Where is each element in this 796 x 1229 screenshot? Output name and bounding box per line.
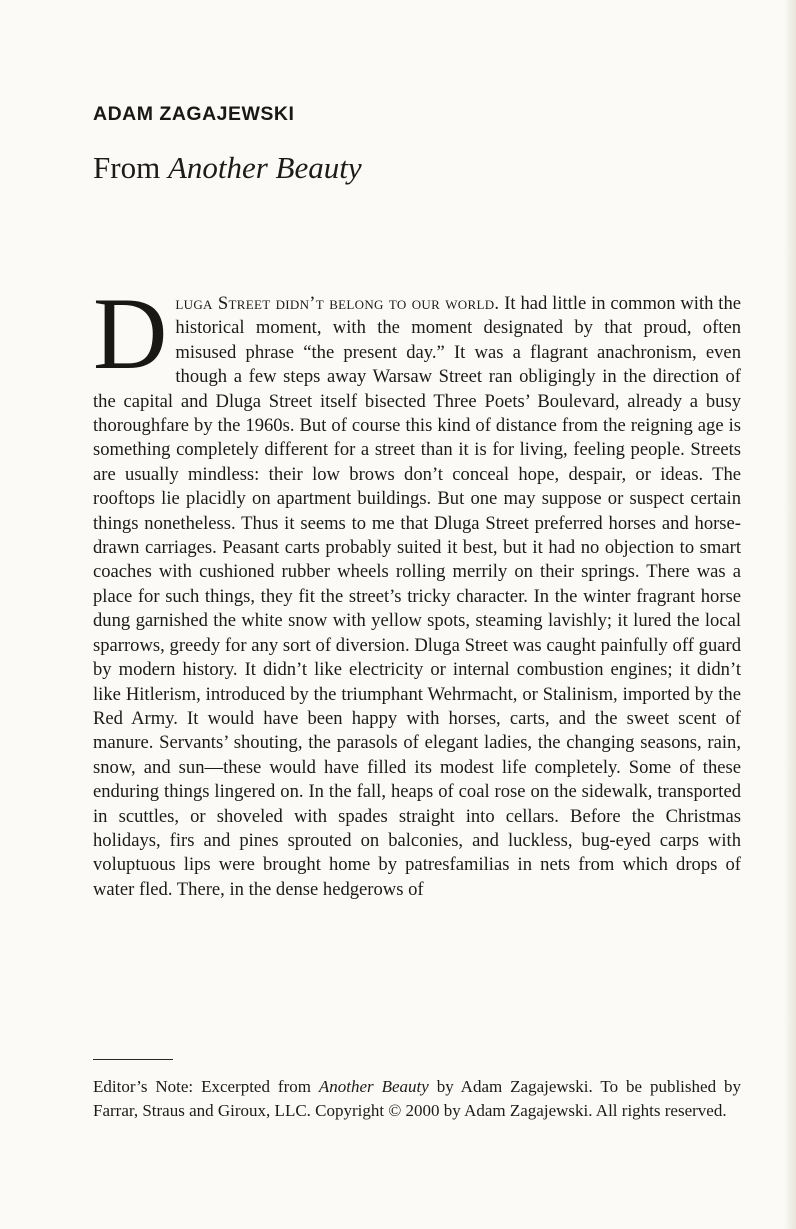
- title-prefix: From: [93, 150, 168, 185]
- footnote-divider: [93, 1059, 173, 1060]
- editors-note-prefix: Editor’s Note: Excerpted from: [93, 1077, 319, 1096]
- author-name: ADAM ZAGAJEWSKI: [93, 103, 295, 125]
- essay-lead-in: luga Street didn’t belong to our world.: [175, 293, 500, 314]
- essay-body: It had little in common with the historical moment, with the moment designated by that proud, often misused phrase “the present day.” It was a flagrant anachronism, even though a few steps away Warsaw Street ran obligingly in the direction of the capital and Dluga Street itself bisected Three Poets’ Boulevard, already a busy thoroughfare by the 1960s. But of course this kind of distance from the reigning age is something completely different for a street than it is for living, feeling people. Streets are usually mindless: their low brows don’t conceal hope, despair, or ideas. The rooftops lie placidly on apartment buildings. But one may suppose or suspect certain things nonetheless. Thus it seems to me that Dluga Street preferred horses and horse-drawn carriages. Peasant carts probably suited it best, but it had no objection to smart coaches with cushioned rubber wheels rolling merrily on their springs. There was a place for such things, they fit the street’s tricky character. In the winter fragrant horse dung garnished the white snow with yellow spots, steaming lavishly; it lured the local sparrows, greedy for any sort of diversion. Dluga Street was caught painfully off guard by modern history. It didn’t like electricity or internal combustion engines; it didn’t like Hitlerism, introduced by the triumphant Wehrmacht, or Stalinism, imported by the Red Army. It would have been happy with horses, carts, and the sweet scent of manure. Servants’ shouting, the parasols of elegant ladies, the changing seasons, rain, snow, and sun—these would have filled its modest life completely. Some of these enduring things lingered on. In the fall, heaps of coal rose on the sidewalk, transported in scuttles, or shoveled with spades straight into cellars. Before the Christmas holidays, firs and pines sprouted on balconies, and luckless, bug-eyed carps with voluptuous lips were brought home by patresfamilias in nets from which drops of water fled. There, in the dense hedgerows of: [93, 293, 741, 900]
- editors-note: [93, 1075, 741, 1122]
- editors-note-work: Another Beauty: [318, 1077, 429, 1096]
- drop-cap: D: [93, 277, 168, 391]
- title-work: Another Beauty: [167, 150, 362, 185]
- page-edge-shadow: [784, 0, 796, 1229]
- page-title: [93, 150, 362, 186]
- editors-note-suffix: by Adam Zagajewski. To be published by Farrar, Straus and Giroux, LLC. Copyright © 2000 by Adam Zagajewski. All rights reserved.: [93, 1077, 741, 1120]
- essay-paragraph: [93, 277, 741, 902]
